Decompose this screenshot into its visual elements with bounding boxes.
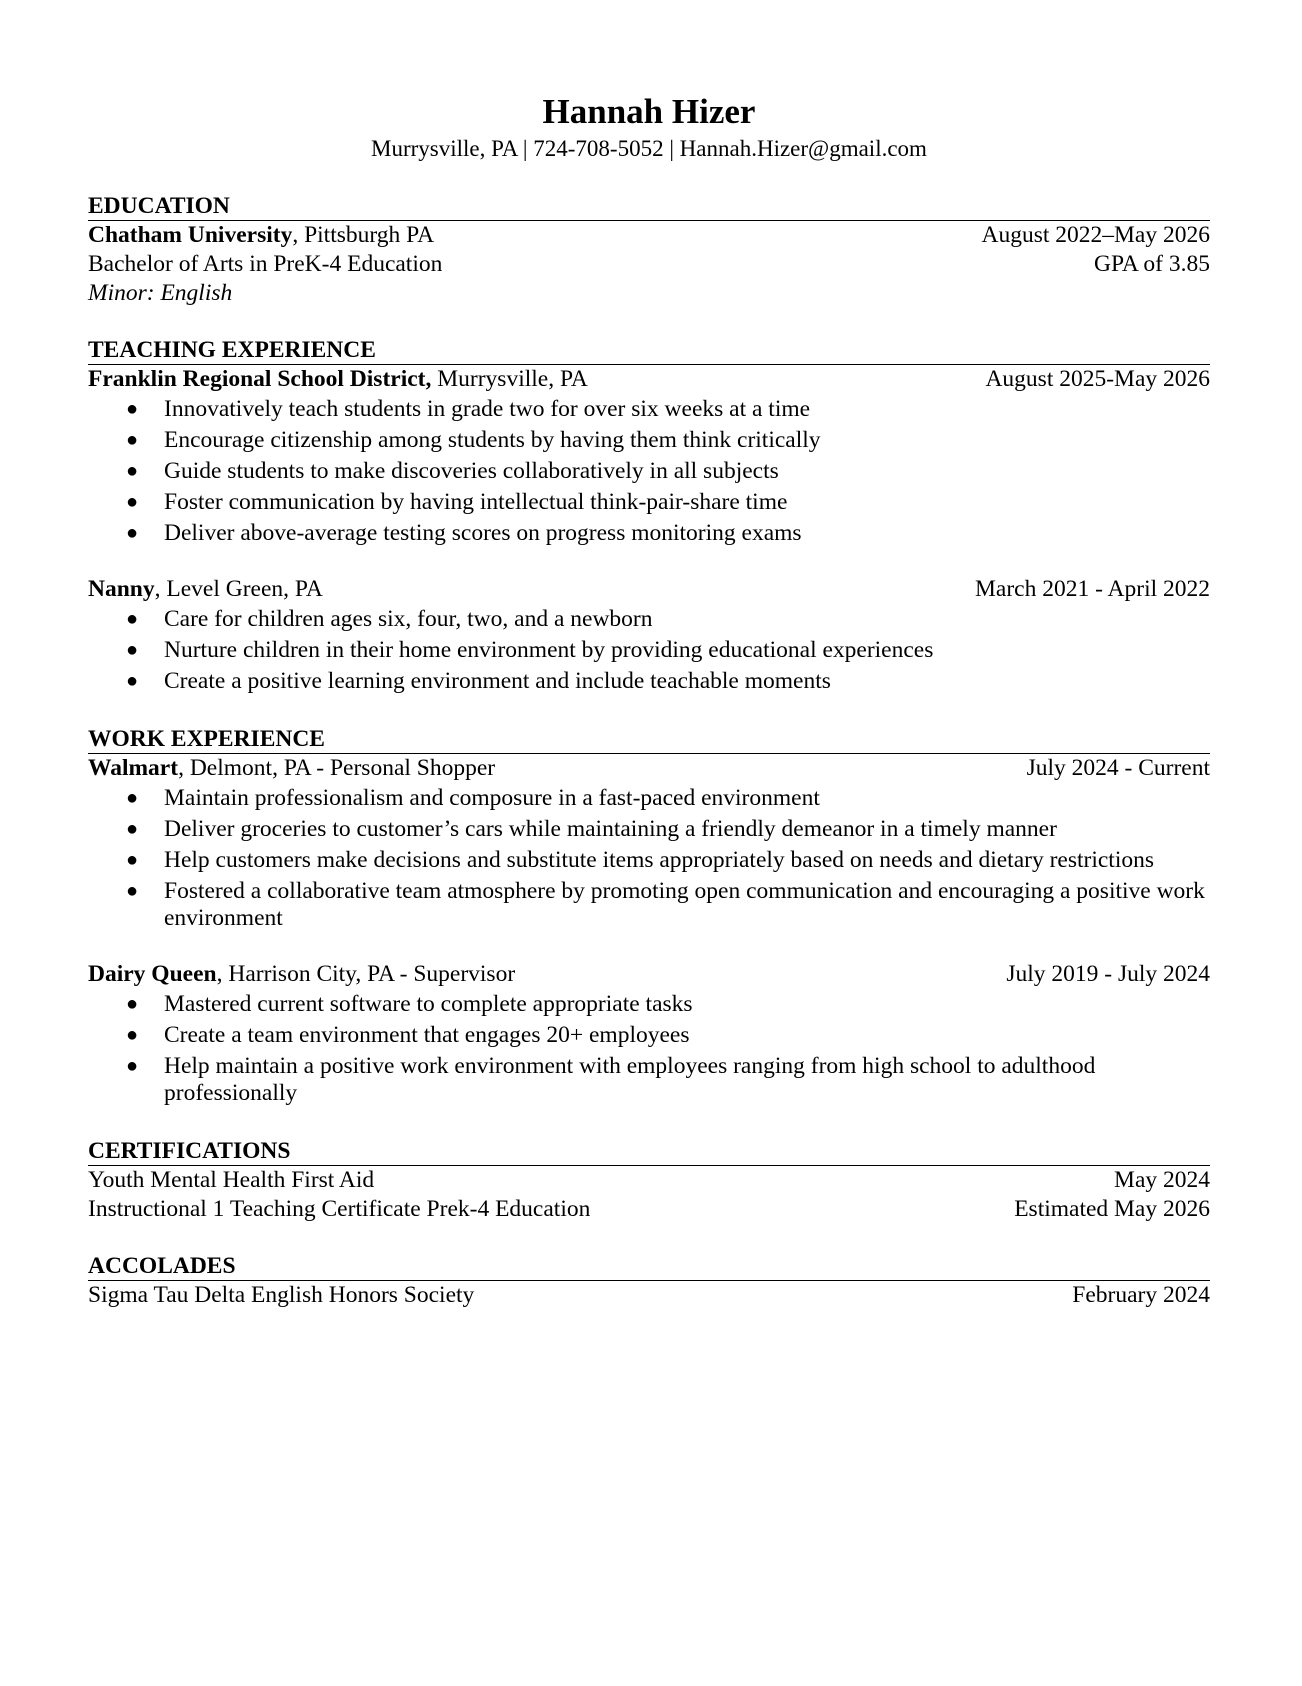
bullet-icon: ● xyxy=(126,429,139,451)
certification-row xyxy=(88,1195,1210,1224)
school-location: , Pittsburgh PA xyxy=(292,222,435,248)
job-dates: March 2021 - April 2022 xyxy=(975,576,1210,602)
bullet-icon: ● xyxy=(126,491,139,513)
bullet-item xyxy=(88,456,1210,487)
employer-name: Nanny xyxy=(88,576,155,602)
job-details: , Harrison City, PA - Supervisor xyxy=(216,961,516,987)
bullet-icon: ● xyxy=(126,460,139,482)
bullet-text: Nurture children in their home environment by providing educational experiences xyxy=(164,637,934,663)
bullet-text: Care for children ages six, four, two, and a newborn xyxy=(164,606,653,632)
bullet-text: Create a positive learning environment and include teachable moments xyxy=(164,668,831,694)
bullet-text: Create a team environment that engages 20+ employees xyxy=(164,1022,690,1048)
bullet-item xyxy=(88,845,1210,876)
bullet-item xyxy=(88,989,1210,1020)
job-entry xyxy=(88,365,1210,549)
job-details: , Level Green, PA xyxy=(154,576,323,602)
job-dates: August 2025-May 2026 xyxy=(985,366,1210,392)
work-jobs xyxy=(88,754,1210,1109)
job-title xyxy=(88,960,515,989)
education-section xyxy=(88,192,1210,308)
job-bullets xyxy=(88,783,1210,934)
employer-name: Dairy Queen xyxy=(88,961,217,987)
bullet-text: Deliver above-average testing scores on progress monitoring exams xyxy=(164,520,802,546)
bullet-text: Maintain professionalism and composure in a fast-paced environment xyxy=(164,785,820,811)
accolade-row xyxy=(88,1281,1210,1310)
job-bullets xyxy=(88,989,1210,1109)
bullet-icon: ● xyxy=(126,670,139,692)
bullet-icon: ● xyxy=(126,880,139,902)
bullet-text: Deliver groceries to customer’s cars while maintaining a friendly demeanor in a timely manner xyxy=(164,816,1057,842)
bullet-item xyxy=(88,394,1210,425)
certification-row-name: Instructional 1 Teaching Certificate Prek-4 Education xyxy=(88,1196,591,1222)
job-dates: July 2024 - Current xyxy=(1026,755,1210,781)
bullet-text: Guide students to make discoveries collaboratively in all subjects xyxy=(164,458,779,484)
bullet-item xyxy=(88,518,1210,549)
bullet-icon: ● xyxy=(126,398,139,420)
contact-line: Murrysville, PA | 724-708-5052 | Hannah.Hizer@gmail.com xyxy=(371,136,927,161)
bullet-text: Help customers make decisions and substitute items appropriately based on needs and dietary restrictions xyxy=(164,847,1155,873)
teaching-jobs xyxy=(88,365,1210,697)
job-header-row xyxy=(88,960,1210,989)
job-bullets xyxy=(88,604,1210,697)
job-entry xyxy=(88,960,1210,1109)
bullet-text: Fostered a collaborative team atmosphere by promoting open communication and encouraging a positive work environment xyxy=(164,878,1205,931)
job-title xyxy=(88,754,495,783)
education-degree-row xyxy=(88,250,1210,279)
education-minor-row xyxy=(88,279,1210,308)
accolade-list xyxy=(88,1281,1210,1310)
work-section xyxy=(88,725,1210,1109)
bullet-text: Innovatively teach students in grade two for over six weeks at a time xyxy=(164,396,811,422)
bullet-icon: ● xyxy=(126,1024,139,1046)
bullet-item xyxy=(88,876,1210,934)
resume-header xyxy=(88,92,1210,164)
certification-row-date: Estimated May 2026 xyxy=(1014,1196,1210,1222)
job-title xyxy=(88,365,588,394)
employer-name: Franklin Regional School District, xyxy=(88,366,432,392)
section-heading-certifications: CERTIFICATIONS xyxy=(88,1137,1210,1166)
teaching-section xyxy=(88,336,1210,697)
certification-list xyxy=(88,1166,1210,1224)
candidate-name: Hannah Hizer xyxy=(542,92,756,131)
bullet-text: Foster communication by having intellectual think-pair-share time xyxy=(164,489,788,515)
bullet-icon: ● xyxy=(126,1055,139,1077)
section-heading-accolades: ACCOLADES xyxy=(88,1252,1210,1281)
bullet-item xyxy=(88,425,1210,456)
job-dates: July 2019 - July 2024 xyxy=(1006,961,1210,987)
certifications-section xyxy=(88,1137,1210,1224)
bullet-text: Mastered current software to complete appropriate tasks xyxy=(164,991,693,1017)
resume-page xyxy=(88,92,1210,1310)
job-entry xyxy=(88,754,1210,934)
education-dates: August 2022–May 2026 xyxy=(981,222,1210,248)
bullet-item xyxy=(88,1051,1210,1109)
bullet-icon: ● xyxy=(126,818,139,840)
bullet-icon: ● xyxy=(126,522,139,544)
job-title xyxy=(88,575,323,604)
employer-name: Walmart xyxy=(88,755,179,781)
certification-row-name: Youth Mental Health First Aid xyxy=(88,1167,375,1193)
bullet-item xyxy=(88,635,1210,666)
bullet-item xyxy=(88,604,1210,635)
job-details: Murrysville, PA xyxy=(431,366,588,392)
accolade-row-name: Sigma Tau Delta English Honors Society xyxy=(88,1282,475,1308)
gpa: GPA of 3.85 xyxy=(1093,251,1210,277)
education-school-row xyxy=(88,221,1210,250)
bullet-icon: ● xyxy=(126,639,139,661)
degree: Bachelor of Arts in PreK-4 Education xyxy=(88,251,443,277)
bullet-item xyxy=(88,1020,1210,1051)
job-header-row xyxy=(88,365,1210,394)
school-name: Chatham University xyxy=(88,222,293,248)
job-details: , Delmont, PA - Personal Shopper xyxy=(178,755,496,781)
section-heading-work: WORK EXPERIENCE xyxy=(88,725,1210,754)
bullet-icon: ● xyxy=(126,993,139,1015)
job-bullets xyxy=(88,394,1210,549)
bullet-item xyxy=(88,666,1210,697)
job-entry xyxy=(88,575,1210,697)
section-heading-teaching: TEACHING EXPERIENCE xyxy=(88,336,1210,365)
section-heading-education: EDUCATION xyxy=(88,192,1210,221)
accolade-row-date: February 2024 xyxy=(1072,1282,1210,1308)
bullet-icon: ● xyxy=(126,608,139,630)
bullet-icon: ● xyxy=(126,849,139,871)
bullet-text: Encourage citizenship among students by having them think critically xyxy=(164,427,821,453)
bullet-item xyxy=(88,783,1210,814)
bullet-item xyxy=(88,814,1210,845)
bullet-icon: ● xyxy=(126,787,139,809)
accolades-section xyxy=(88,1252,1210,1310)
bullet-text: Help maintain a positive work environment with employees ranging from high school to adulthood professionally xyxy=(164,1053,1096,1106)
job-header-row xyxy=(88,754,1210,783)
bullet-item xyxy=(88,487,1210,518)
certification-row-date: May 2024 xyxy=(1114,1167,1210,1193)
certification-row xyxy=(88,1166,1210,1195)
job-header-row xyxy=(88,575,1210,604)
minor: Minor: English xyxy=(88,280,233,306)
